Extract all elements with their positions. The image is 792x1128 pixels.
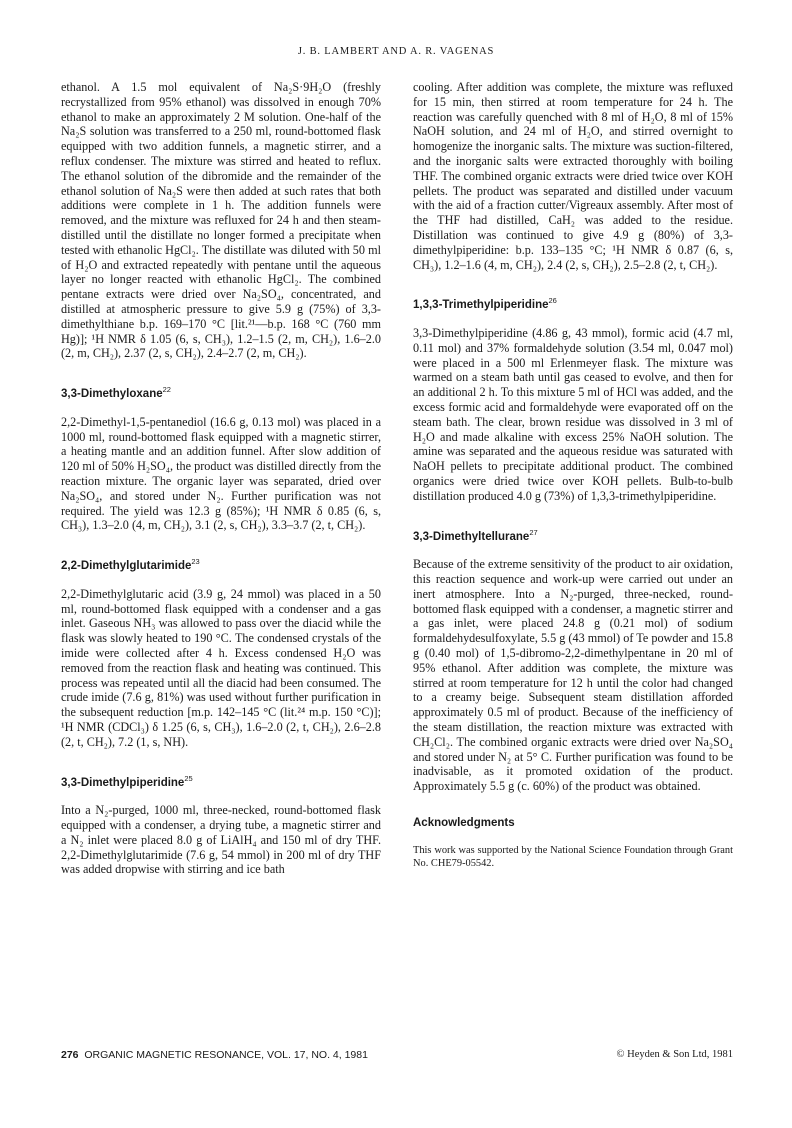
body-paragraph: ethanol. A 1.5 mol equivalent of Na₂S·9H₂O (freshly recrystallized from 95% ethanol) was dissolved in enough 70% ethanol to make an approximately 2 M solution. One-half of the Na₂S solution was transferred to a 250 ml, round-bottomed flask equipped with two addition funnels, a magnetic stirrer, and a reflux condenser. The mixture was stirred and heated to reflux. The ethanol solution of the dibromide and the remainder of the ethanol solution of Na₂S were then added at such rates that both additions were complete in 1 h. The addition funnels were removed, and the mixture was refluxed for 24 h and then steam-distilled until the distillate no longer formed a precipitate when tested with ethanolic HgCl₂. The distillate was diluted with 50 ml of H₂O and extracted repeatedly with pentane until the aqueous layer no longer reacted with ethanolic HgCl₂. The combined pentane extracts were dried over Na₂SO₄, concentrated, and distilled at atmospheric pressure to give 5.9 g (75%) of 3,3-dimethylthiane b.p. 169–170 °C [lit.²¹—b.p. 168 °C (760 mm Hg)]; ¹H NMR δ 1.05 (6, s, CH₃), 1.2–1.5 (2, m, CH₂), 1.6–2.0 (2, m, CH₂), 2.37 (2, s, CH₂), 2.4–2.7 (2, m, CH₂). <box>61 80 381 361</box>
acknowledgment-text: This work was supported by the National Science Foundation through Grant No. CHE79-05542. <box>413 844 733 869</box>
body-paragraph: 2,2-Dimethylglutaric acid (3.9 g, 24 mmol) was placed in a 50 ml, round-bottomed flask equipped with a condenser and a gas inlet. Gaseous NH₃ was allowed to pass over the diacid while the flask was slowly heated to 190 °C. The condensed crystals of the imide were collected after 4 h. Excess condensed H₂O was removed from the reaction flask and heating was continued. This process was repeated until all the diacid had been consumed. The crude imide (7.6 g, 81%) was used without further purification in the subsequent reduction [m.p. 142–145 °C (lit.²⁴ m.p. 150 °C)]; ¹H NMR (CDCl₃) δ 1.25 (6, s, CH₃), 1.6–2.0 (2, t, CH₂), 2.6–2.8 (2, t, CH₂), 7.2 (1, s, NH). <box>61 586 381 749</box>
body-paragraph: 2,2-Dimethyl-1,5-pentanediol (16.6 g, 0.13 mol) was placed in a 1000 ml, round-bottomed flask equipped with a magnetic stirrer, a heating mantle and an addition funnel. After slow addition of 120 ml of 50% H₂SO₄, the product was distilled directly from the reaction mixture. The organic layer was separated, dried over Na₂SO₄, and stored under N₂. Further purification was not required. The yield was 12.3 g (85%); ¹H NMR δ 0.85 (6, s, CH₃), 1.3–2.0 (4, m, CH₂), 3.1 (2, s, CH₂), 3.3–3.7 (2, t, CH₂). <box>61 414 381 533</box>
page-footer-journal <box>61 1049 368 1061</box>
section-heading <box>61 772 381 791</box>
reference-marker: 26 <box>548 296 557 306</box>
left-column <box>61 80 381 877</box>
reference-marker: 25 <box>184 773 193 783</box>
section-heading-text: 3,3-Dimethyloxane <box>61 387 163 400</box>
reference-marker: 27 <box>529 527 538 537</box>
section-heading <box>413 526 733 545</box>
reference-marker: 22 <box>162 385 171 395</box>
section-heading-text: 2,2-Dimethylglutarimide <box>61 559 192 572</box>
copyright-notice: © Heyden & Son Ltd, 1981 <box>616 1049 733 1060</box>
section-heading <box>413 816 733 831</box>
section-heading <box>61 555 381 574</box>
section-heading-text: 3,3-Dimethylpiperidine <box>61 776 185 789</box>
running-header: J. B. LAMBERT AND A. R. VAGENAS <box>297 46 495 57</box>
body-paragraph: cooling. After addition was complete, the mixture was refluxed for 15 min, then stirred at room temperature for 24 h. The reaction was carefully quenched with 8 ml of H₂O, 8 ml of 15% NaOH solution, and 24 ml of H₂O, and stirred overnight to homogenize the inorganic salts. The mixture was suction-filtered, and the inorganic salts were extracted thoroughly with boiling THF. The combined organic extracts were dried twice over KOH pellets. The product was separated and distilled under vacuum with the aid of a fraction cutter/Vigreaux assembly. After most of the THF had distilled, CaH₂ was added to the residue. Distillation was continued to give 4.9 g (80%) of 3,3-dimethylpiperidine: b.p. 133–135 °C; ¹H NMR δ 0.87 (6, s, CH₃), 1.2–1.6 (4, m, CH₂), 2.4 (2, s, CH₂), 2.5–2.8 (2, t, CH₂). <box>413 80 733 272</box>
section-heading <box>61 383 381 402</box>
body-paragraph: Into a N₂-purged, 1000 ml, three-necked, round-bottomed flask equipped with a condenser, a drying tube, a magnetic stirrer and a N₂ inlet were placed 8.0 g of LiAlH₄ and 150 ml of dry THF. 2,2-Dimethylglutarimide (7.6 g, 54 mmol) in 200 ml of dry THF was added dropwise with stirring and ice bath <box>61 803 381 877</box>
right-column <box>413 80 733 870</box>
journal-citation: ORGANIC MAGNETIC RESONANCE, VOL. 17, NO. 4, 1981 <box>84 1049 368 1061</box>
reference-marker: 23 <box>191 557 200 567</box>
section-heading-text: 3,3-Dimethyltellurane <box>413 530 530 543</box>
body-paragraph: Because of the extreme sensitivity of the product to air oxidation, this reaction sequence and work-up were carried out under an inert atmosphere. Into a N₂-purged, three-necked, round-bottomed flask equipped with a condenser, a magnetic stirrer and a gas inlet, were placed 24.8 g (0.21 mol) of sodium formaldehydesulfoxylate, 5.5 g (43 mmol) of Te powder and 15.8 g (0.40 mol) of 1,5-dibromo-2,2-dimethylpentane in 20 ml of 95% ethanol. After addition was complete, the mixture was stirred at room temperature for 12 h until the color had changed to a creamy beige. Subsequent steam distillation afforded approximately 0.5 ml of product. Because of the inefficiency of the steam distillation, the reaction mixture was extracted with CH₂Cl₂. The combined organic extracts were dried over Na₂SO₄ and stored under N₂ at 5° C. Further purification was found to be inadvisable, as it promoted oxidation of the product. Approximately 5.5 g (c. 60%) of the product was obtained. <box>413 557 733 794</box>
section-heading <box>413 294 733 313</box>
section-heading-text: Acknowledgments <box>413 816 515 829</box>
section-heading-text: 1,3,3-Trimethylpiperidine <box>413 299 549 312</box>
page-number: 276 <box>61 1049 79 1061</box>
body-paragraph: 3,3-Dimethylpiperidine (4.86 g, 43 mmol), formic acid (4.7 ml, 0.11 mol) and 37% formaldehyde solution (3.54 ml, 0.047 mol) were placed in a 500 ml Erlenmeyer flask. The mixture was warmed on a steam bath until gas ceased to evolve, and then for an additional 2 h. To this mixture 5 ml of HCl was added, and the excess formic acid and formaldehyde were evaporated off on the steam bath. The clear, brown residue was dissolved in 3 ml of H₂O and made alkaline with excess 25% NaOH solution. The amine was separated and the aqueous residue was saturated with NaOH pellets to precipitate additional product. The combined organics were dried twice over KOH pellets. Bulb-to-bulb distillation produced 4.0 g (73%) of 1,3,3-trimethylpiperidine. <box>413 325 733 503</box>
